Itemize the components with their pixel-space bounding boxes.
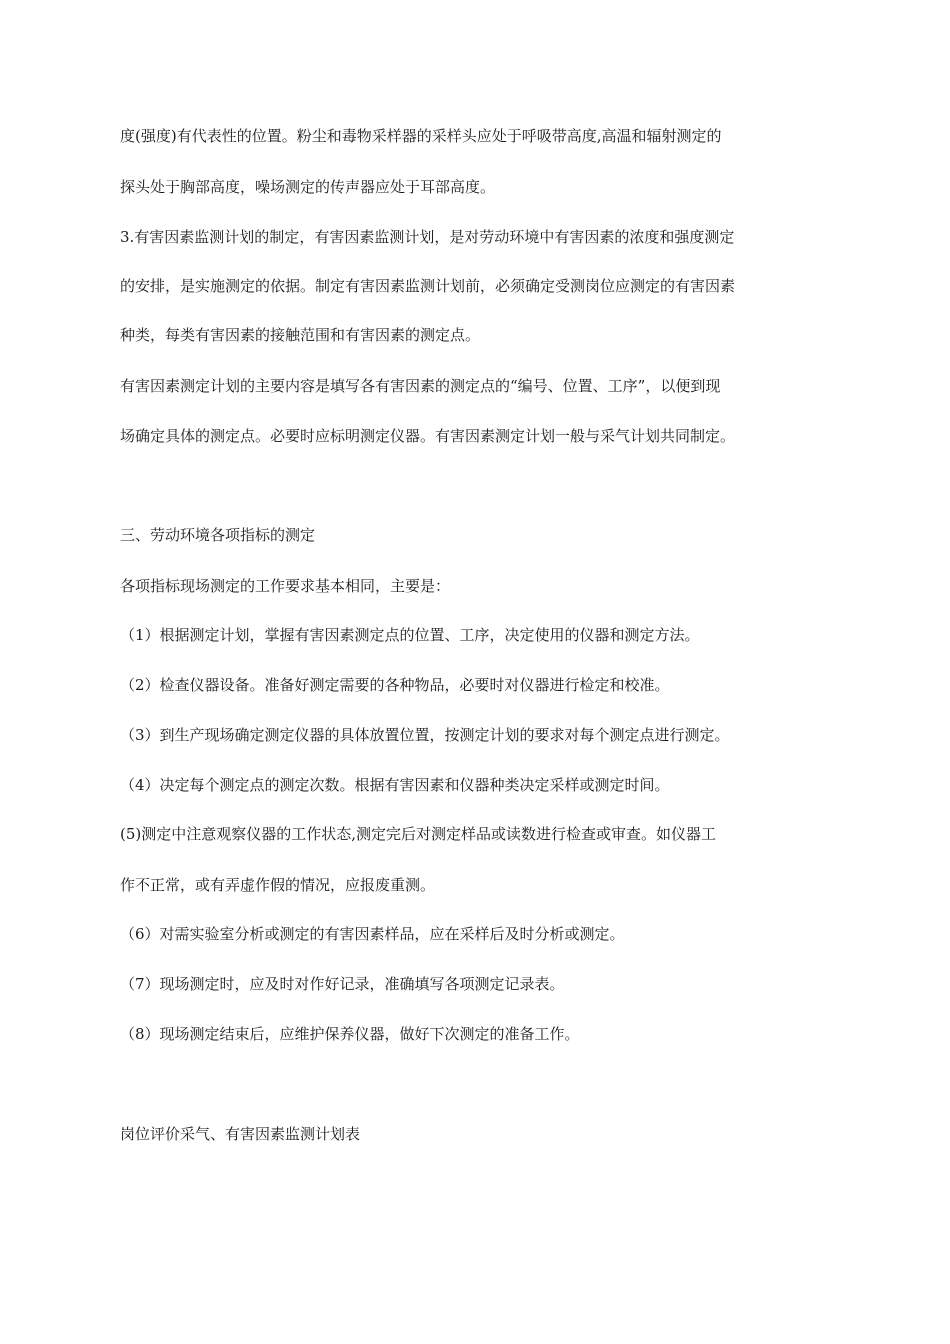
section-heading: 三、劳动环境各项指标的测定 [120, 526, 316, 544]
text-line: 3.有害因素监测计划的制定，有害因素监测计划，是对劳动环境中有害因素的浓度和强度测定 [120, 228, 735, 246]
text-line: 种类，每类有害因素的接触范围和有害因素的测定点。 [120, 326, 481, 344]
list-item: （4）决定每个测定点的测定次数。根据有害因素和仪器种类决定采样或测定时间。 [120, 776, 670, 794]
text-line: 各项指标现场测定的工作要求基本相同，主要是： [120, 577, 451, 595]
list-item-continuation: 作不正常，或有弄虚作假的情况，应报废重测。 [120, 876, 436, 894]
list-item: （2）检查仪器设备。准备好测定需要的各种物品，必要时对仪器进行检定和校准。 [120, 676, 670, 694]
text-line: 有害因素测定计划的主要内容是填写各有害因素的测定点的“编号、位置、工序”，以便到现 [120, 377, 721, 395]
text-line: 度(强度)有代表性的位置。粉尘和毒物采样器的采样头应处于呼吸带高度,高温和辐射测定的 [120, 127, 722, 145]
table-caption: 岗位评价采气、有害因素监测计划表 [120, 1125, 361, 1143]
text-line: 场确定具体的测定点。必要时应标明测定仪器。有害因素测定计划一般与采气计划共同制定。 [120, 427, 736, 445]
list-item: (5)测定中注意观察仪器的工作状态,测定完后对测定样品或读数进行检查或审查。如仪器工 [120, 825, 717, 843]
list-item: （3）到生产现场确定测定仪器的具体放置位置，按测定计划的要求对每个测定点进行测定。 [120, 726, 730, 744]
list-item: （1）根据测定计划，掌握有害因素测定点的位置、工序，决定使用的仪器和测定方法。 [120, 626, 700, 644]
list-item: （7）现场测定时，应及时对作好记录，准确填写各项测定记录表。 [120, 975, 565, 993]
text-line: 探头处于胸部高度，噪场测定的传声器应处于耳部高度。 [120, 178, 496, 196]
list-item: （8）现场测定结束后，应维护保养仪器，做好下次测定的准备工作。 [120, 1025, 580, 1043]
list-item: （6）对需实验室分析或测定的有害因素样品，应在采样后及时分析或测定。 [120, 925, 625, 943]
text-line: 的安排，是实施测定的依据。制定有害因素监测计划前，必须确定受测岗位应测定的有害因素 [120, 277, 736, 295]
